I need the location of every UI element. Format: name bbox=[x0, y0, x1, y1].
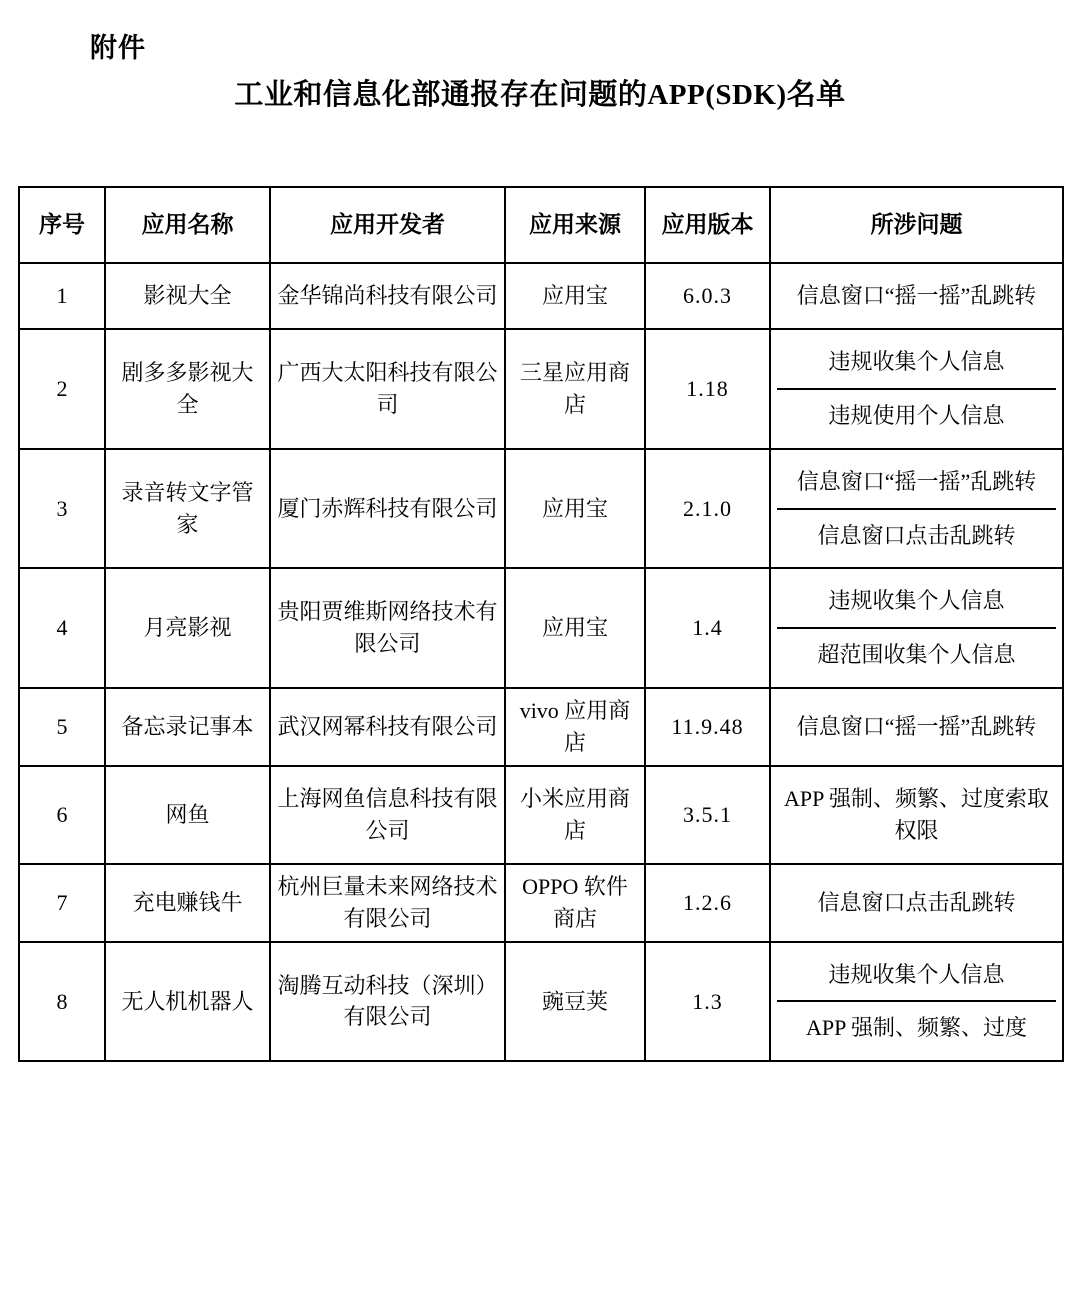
table-row bbox=[19, 766, 1063, 864]
app-name: 录音转文字管家 bbox=[105, 449, 270, 569]
table-row bbox=[19, 688, 1063, 766]
issue-item: 信息窗口点击乱跳转 bbox=[817, 889, 1016, 915]
app-name: 网鱼 bbox=[105, 766, 270, 864]
row-index: 1 bbox=[19, 263, 105, 329]
page-title: 工业和信息化部通报存在问题的APP(SDK)名单 bbox=[234, 79, 846, 111]
header-version: 应用版本 bbox=[645, 187, 770, 263]
table-row bbox=[19, 329, 1063, 449]
table-body bbox=[19, 263, 1063, 1061]
issue-item: 超范围收集个人信息 bbox=[817, 642, 1016, 668]
app-issues-cell bbox=[770, 766, 1063, 864]
header-developer: 应用开发者 bbox=[270, 187, 505, 263]
issue-item: 违规使用个人信息 bbox=[828, 402, 1005, 428]
app-issues-cell bbox=[770, 864, 1063, 942]
app-version: 1.18 bbox=[645, 329, 770, 449]
app-issues-cell bbox=[770, 942, 1063, 1062]
app-name: 月亮影视 bbox=[105, 568, 270, 688]
app-developer: 武汉网幂科技有限公司 bbox=[270, 688, 505, 766]
row-index: 8 bbox=[19, 942, 105, 1062]
app-developer: 金华锦尚科技有限公司 bbox=[270, 263, 505, 329]
app-issues-cell bbox=[770, 449, 1063, 569]
row-index: 6 bbox=[19, 766, 105, 864]
app-name: 备忘录记事本 bbox=[105, 688, 270, 766]
app-version: 1.3 bbox=[645, 942, 770, 1062]
app-list-table bbox=[18, 186, 1064, 1062]
app-developer: 厦门赤辉科技有限公司 bbox=[270, 449, 505, 569]
app-issues-cell bbox=[770, 688, 1063, 766]
app-developer: 上海网鱼信息科技有限公司 bbox=[270, 766, 505, 864]
app-issues-cell bbox=[770, 329, 1063, 449]
app-source: vivo 应用商店 bbox=[505, 688, 645, 766]
issue-item: 信息窗口“摇一摇”乱跳转 bbox=[777, 456, 1056, 509]
table-header-row bbox=[19, 187, 1063, 263]
issue-item: APP 强制、频繁、过度索取权限 bbox=[783, 786, 1050, 843]
app-version: 11.9.48 bbox=[645, 688, 770, 766]
table-row bbox=[19, 864, 1063, 942]
app-name: 剧多多影视大全 bbox=[105, 329, 270, 449]
table-row bbox=[19, 263, 1063, 329]
app-issues-cell bbox=[770, 263, 1063, 329]
issue-item: 违规收集个人信息 bbox=[777, 575, 1056, 628]
issue-item: 违规收集个人信息 bbox=[777, 336, 1056, 389]
app-developer: 贵阳贾维斯网络技术有限公司 bbox=[270, 568, 505, 688]
table-row bbox=[19, 942, 1063, 1062]
app-version: 1.4 bbox=[645, 568, 770, 688]
app-source: 应用宝 bbox=[505, 568, 645, 688]
row-index: 4 bbox=[19, 568, 105, 688]
app-source: 三星应用商店 bbox=[505, 329, 645, 449]
app-issues-cell bbox=[770, 568, 1063, 688]
header-issues: 所涉问题 bbox=[770, 187, 1063, 263]
issue-item: APP 强制、频繁、过度 bbox=[805, 1015, 1028, 1041]
row-index: 7 bbox=[19, 864, 105, 942]
app-name: 影视大全 bbox=[105, 263, 270, 329]
app-source: OPPO 软件商店 bbox=[505, 864, 645, 942]
app-developer: 杭州巨量未来网络技术有限公司 bbox=[270, 864, 505, 942]
app-developer: 广西大太阳科技有限公司 bbox=[270, 329, 505, 449]
issue-item: 违规收集个人信息 bbox=[777, 949, 1056, 1002]
app-developer: 淘腾互动科技（深圳）有限公司 bbox=[270, 942, 505, 1062]
table-row bbox=[19, 568, 1063, 688]
app-source: 小米应用商店 bbox=[505, 766, 645, 864]
issue-item: 信息窗口“摇一摇”乱跳转 bbox=[796, 283, 1037, 308]
app-name: 无人机机器人 bbox=[105, 942, 270, 1062]
attachment-label: 附件 bbox=[90, 33, 146, 63]
app-name: 充电赚钱牛 bbox=[105, 864, 270, 942]
header-index: 序号 bbox=[19, 187, 105, 263]
app-source: 豌豆荚 bbox=[505, 942, 645, 1062]
app-version: 6.0.3 bbox=[645, 263, 770, 329]
header-source: 应用来源 bbox=[505, 187, 645, 263]
app-version: 1.2.6 bbox=[645, 864, 770, 942]
table-row bbox=[19, 449, 1063, 569]
app-version: 2.1.0 bbox=[645, 449, 770, 569]
issue-item: 信息窗口“摇一摇”乱跳转 bbox=[796, 714, 1037, 740]
row-index: 3 bbox=[19, 449, 105, 569]
row-index: 2 bbox=[19, 329, 105, 449]
app-version: 3.5.1 bbox=[645, 766, 770, 864]
app-source: 应用宝 bbox=[505, 449, 645, 569]
row-index: 5 bbox=[19, 688, 105, 766]
header-app-name: 应用名称 bbox=[105, 187, 270, 263]
app-source: 应用宝 bbox=[505, 263, 645, 329]
issue-item: 信息窗口点击乱跳转 bbox=[817, 522, 1016, 548]
